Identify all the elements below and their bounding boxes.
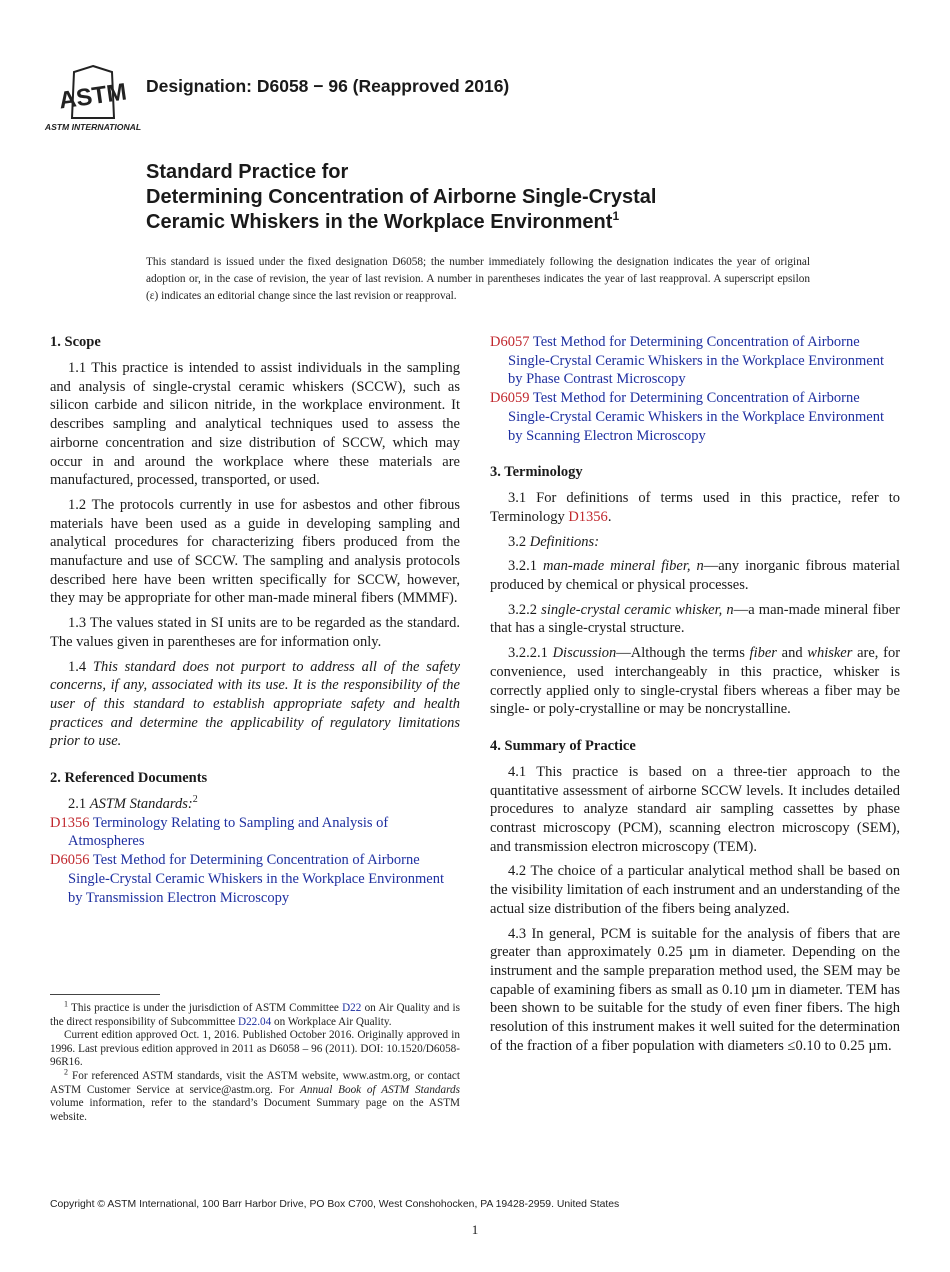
title-line-3-text: Ceramic Whiskers in the Workplace Environment: [146, 211, 613, 233]
p-3-2-1-term: man-made mineral fiber, n: [542, 558, 704, 575]
reference-item[interactable]: [490, 333, 900, 389]
paragraph-3-2-2: [490, 601, 900, 638]
p-3-2-2-1-whisker: whisker: [807, 645, 853, 662]
reference-title[interactable]: Terminology Relating to Sampling and Analysis of Atmospheres: [68, 814, 389, 850]
p-3-2-1-num: 3.2.1: [508, 558, 543, 575]
subcommittee-link[interactable]: D22.04: [237, 1015, 272, 1028]
paragraph-2-1: [50, 795, 460, 814]
p-3-2-2-1-label: Discussion: [552, 645, 617, 662]
footnote-1: [50, 999, 460, 1029]
p-3-2-label: Definitions:: [529, 533, 600, 550]
section-heading-scope: 1. Scope: [50, 334, 101, 350]
svg-text:ASTM: ASTM: [57, 78, 129, 115]
paragraph-1-2: 1.2 The protocols currently in use for asbestos and other fibrous materials have been used as a guide in developing sampling and analytical procedures for characterizing fibers produced from the manufacture and use of SCCW. The sampling and analysis protocols described here have been written specifically for SCCW, however, they may be appropriate for other man-made mineral fibers (MMMF).: [50, 496, 460, 607]
p-2-1-label: ASTM Standards:: [89, 796, 193, 813]
p-3-1-text: 3.1 For definitions of terms used in this practice, refer to Terminology: [490, 490, 900, 525]
footnote-divider: [50, 994, 160, 995]
title-line-1: Standard Practice for: [146, 161, 349, 183]
p-2-1-num: 2.1: [68, 796, 90, 813]
p-3-2-2-1-and: and: [776, 645, 808, 662]
p-3-2-2-1-num: 3.2.2.1: [508, 645, 553, 662]
left-column: [50, 333, 460, 907]
reference-title[interactable]: Test Method for Determining Concentration of Airborne Single-Crystal Ceramic Whiskers in the Workplace Environment by Scanning Electron Microscopy: [508, 390, 885, 444]
p-3-2-2-1-b: are, for convenience, used interchangeably in this practice, whisker is correctly applied only to single-crystal fibers whereas a fiber may be single- or poly-crystalline or may be noncrystalline.: [490, 645, 901, 718]
footnotes: [50, 999, 460, 1124]
footnote-2: [50, 1067, 460, 1124]
p-1-4-text: This standard does not purport to address all of the safety concerns, if any, associated with its use. It is the responsibility of the user of this standard to establish appropriate safety and health practices and determine the applicability of regulatory limitations prior to use.: [50, 658, 461, 750]
p-2-1-mark: 2: [192, 794, 198, 806]
paragraph-3-2-1: [490, 557, 900, 594]
footnote-2-b: volume information, refer to the standard’s Document Summary page on the ASTM website.: [50, 1097, 460, 1123]
footnote-2-a: For referenced ASTM standards, visit the ASTM website, www.astm.org, or contact ASTM Customer Service at service@astm.org. For: [50, 1069, 460, 1096]
reference-code[interactable]: D1356: [50, 814, 90, 831]
section-heading-summary: 4. Summary of Practice: [490, 737, 636, 754]
section-heading-terminology: 3. Terminology: [490, 464, 583, 481]
footnote-1-mark: 1: [64, 999, 68, 1009]
paragraph-3-2-2-1: [490, 644, 900, 719]
reference-title[interactable]: Test Method for Determining Concentration of Airborne Single-Crystal Ceramic Whiskers in the Workplace Environment by Phase Contrast Microscopy: [508, 334, 885, 388]
p-1-4-num: 1.4: [68, 658, 93, 675]
paragraph-3-1: [490, 489, 900, 526]
footnote-2-italic: Annual Book of ASTM Standards: [300, 1083, 460, 1096]
p-3-1-end: .: [607, 508, 612, 525]
reference-code[interactable]: D6057: [490, 334, 530, 350]
committee-link[interactable]: D22: [342, 1002, 362, 1014]
paragraph-4-3: 4.3 In general, PCM is suitable for the analysis of fibers that are greater than approximately 0.25 µm in diameter. Depending on the instrument and the sample preparation method used, the SEM may be capable of examining fibers as small as 0.10 µm in diameter. TEM has been shown to be suitable for the study of even finer fibers. The high resolution of this instrument makes it well suited for the determination of the fraction of a fiber population with diameters ≤0.10 to 0.25 µm.: [490, 925, 900, 1054]
title-line-2: Determining Concentration of Airborne Single-Crystal: [146, 186, 657, 208]
p-3-2-2-1-fiber: fiber: [749, 645, 777, 662]
reference-title[interactable]: Test Method for Determining Concentration of Airborne Single-Crystal Ceramic Whiskers in the Workplace Environment by Transmission Electron Microscopy: [68, 852, 445, 906]
reference-code[interactable]: D6059: [490, 390, 530, 407]
p-3-2-1-text: —any inorganic fibrous material produced by chemical or physical processes.: [490, 558, 901, 594]
section-heading-referenced-documents: 2. Referenced Documents: [50, 770, 208, 787]
title-line-3: [146, 210, 906, 235]
astm-logo-icon: [44, 62, 142, 132]
footnote-1-b: on Air Quality and is the direct responsibility of Subcommittee: [50, 1002, 460, 1028]
paragraph-1-1: 1.1 This practice is intended to assist individuals in the sampling and analysis of single-crystal ceramic whiskers (SCCW), such as silicon carbide and silicon nitride, in the workplace environment. It describes sampling and analytical techniques used to assess the airborne concentration and size distribution of SCCW, which may occur in and around the workplace where these materials are manufactured, processed, transported, or used.: [50, 360, 460, 489]
paragraph-3-2: [490, 533, 900, 552]
p-3-2-2-1-a: —Although the terms: [616, 645, 750, 662]
terminology-link[interactable]: D1356: [568, 508, 608, 525]
footnote-2-mark: 2: [64, 1067, 68, 1077]
footnote-1-a: This practice is under the jurisdiction of ASTM Committee: [68, 1002, 343, 1014]
footnote-1-edition: Current edition approved Oct. 1, 2016. Published October 2016. Originally approved in 1996. Last previous edition approved in 2011 as D6058 – 96 (2011). DOI: 10.1520/D6058-96R16.: [50, 1029, 460, 1069]
paragraph-4-1: 4.1 This practice is based on a three-tier approach to the quantitative assessment of airborne SCCW levels. It includes detailed procedures to analyze standard air sampling cassettes by phase contrast microscopy (PCM), scanning electron microscopy (SEM), and transmission electron microscopy (TEM).: [490, 763, 900, 855]
document-title: [146, 160, 906, 235]
designation: Designation: D6058 − 96 (Reapproved 2016): [146, 76, 510, 96]
paragraph-1-4: [50, 658, 460, 752]
reference-code[interactable]: D6056: [50, 852, 90, 869]
p-3-2-num: 3.2: [508, 533, 530, 550]
reference-item[interactable]: [50, 814, 460, 851]
copyright-notice: Copyright © ASTM International, 100 Barr Harbor Drive, PO Box C700, West Conshohocken, PA 19428-2959. United States: [50, 1199, 620, 1210]
p-3-2-2-num: 3.2.2: [508, 601, 542, 618]
page-number: 1: [471, 1222, 479, 1237]
right-column: [490, 333, 900, 1062]
paragraph-1-3: 1.3 The values stated in SI units are to be regarded as the standard. The values given in parentheses are for information only.: [50, 615, 460, 650]
p-3-2-2-text: —a man-made mineral fiber that has a single-crystal structure.: [490, 601, 900, 637]
logo-text: ASTM INTERNATIONAL: [44, 122, 142, 132]
preamble: This standard is issued under the fixed designation D6058; the number immediately following the designation indicates the year of original adoption or, in the case of revision, the year of last revision. A number in parentheses indicates the year of last reapproval. A superscript epsilon (ε) indicates an editorial change since the last revision or reapproval.: [146, 256, 810, 302]
reference-item[interactable]: [490, 389, 900, 445]
title-footnote-mark: 1: [612, 209, 620, 223]
footnote-1-c: on Workplace Air Quality.: [271, 1015, 392, 1028]
p-3-2-2-term: single-crystal ceramic whisker, n: [541, 601, 734, 618]
reference-item[interactable]: [50, 851, 460, 907]
paragraph-4-2: 4.2 The choice of a particular analytical method shall be based on the visibility limitation of each instrument and an understanding of the actual size distribution of the fibers being analyzed.: [490, 863, 900, 917]
